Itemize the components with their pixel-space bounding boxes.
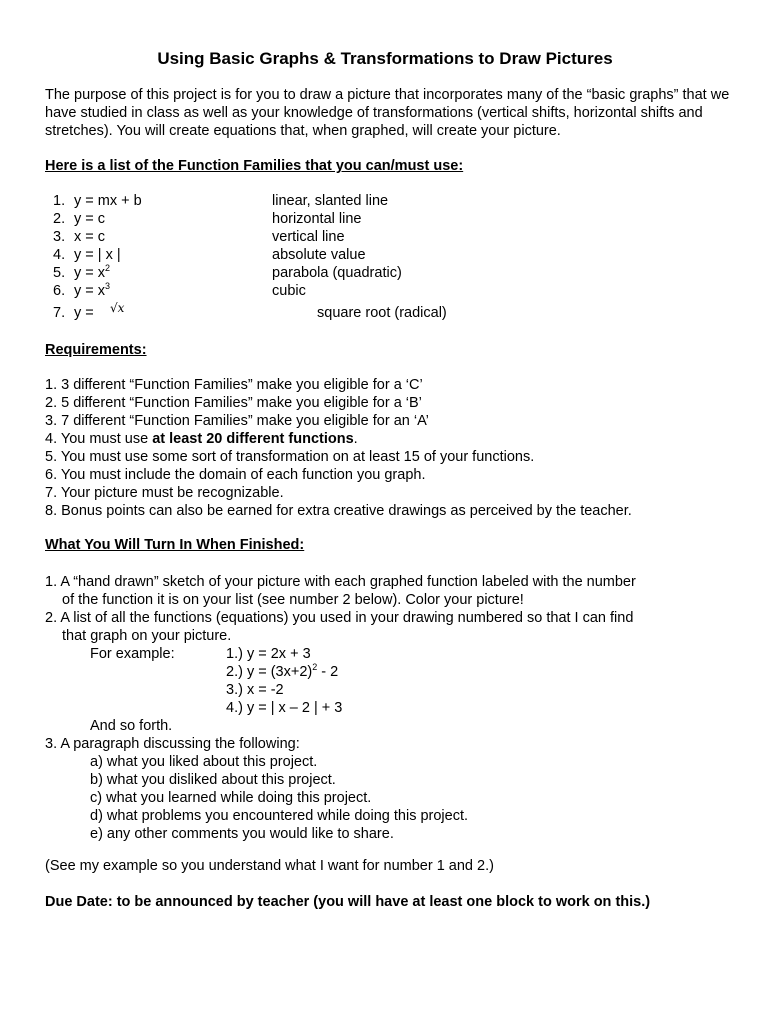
family-description: square root (radical) (317, 305, 447, 321)
turnin-subitem-a: a) what you liked about this project. (90, 754, 318, 770)
family-item-7 (53, 301, 553, 323)
requirement-text: . (353, 431, 358, 447)
family-description: parabola (quadratic) (272, 265, 402, 281)
requirement-item: 7. Your picture must be recognizable. (45, 485, 284, 501)
family-number: 2. (53, 211, 66, 227)
family-item-5 (53, 265, 553, 283)
requirements-list (45, 376, 745, 520)
example-row-2 (45, 663, 745, 681)
turnin-subitem-b: b) what you disliked about this project. (90, 772, 336, 788)
requirement-item (45, 430, 745, 448)
exponent: 2 (312, 662, 318, 673)
turnin-item-3: 3. A paragraph discussing the following: (45, 736, 300, 752)
family-equation (74, 265, 110, 281)
exponent: 3 (105, 281, 111, 292)
example-equation-base: 2.) y = (3x+2) (226, 664, 313, 680)
turnin-subitem-e: e) any other comments you would like to share. (90, 826, 394, 842)
intro-paragraph: The purpose of this project is for you to draw a picture that incorporates many of the “basic graphs” that we have studied in class as well as your knowledge of transformations (vertical shifts, horizontal shifts and stretches). You will create equations that, when graphed, will create your picture. (45, 87, 730, 139)
example-equation: 1.) y = 2x + 3 (226, 646, 311, 662)
example-equation: 4.) y = | x – 2 | + 3 (226, 700, 343, 716)
family-equation-base: y = x (74, 283, 106, 299)
example-equation-tail: - 2 (317, 664, 339, 680)
family-item-3 (53, 229, 553, 247)
square-root-symbol: √x (110, 301, 125, 315)
example-equation: 3.) x = -2 (226, 682, 284, 698)
family-equation: y = c (74, 211, 106, 227)
families-heading: Here is a list of the Function Families that you can/must use: (45, 158, 464, 174)
family-description: horizontal line (272, 211, 362, 227)
family-equation: x = c (74, 229, 106, 245)
requirements-heading: Requirements: (45, 342, 147, 358)
turnin-subitem-c: c) what you learned while doing this project. (90, 790, 372, 806)
and-so-forth: And so forth. (90, 718, 173, 734)
family-equation (74, 283, 110, 299)
example-row-1 (45, 645, 745, 663)
family-description: vertical line (272, 229, 345, 245)
family-number: 4. (53, 247, 66, 263)
requirement-item: 1. 3 different “Function Families” make you eligible for a ‘C’ (45, 377, 423, 393)
example-label: For example: (90, 646, 175, 662)
family-equation-base: y = x (74, 265, 106, 281)
family-description: linear, slanted line (272, 193, 389, 209)
requirement-item: 5. You must use some sort of transformation on at least 15 of your functions. (45, 449, 535, 465)
family-number: 5. (53, 265, 66, 281)
turnin-item-2: 2. A list of all the functions (equations) you used in your drawing numbered so that I can find (45, 610, 634, 626)
family-item-1 (53, 193, 553, 211)
family-description: cubic (272, 283, 306, 299)
family-item-2 (53, 211, 553, 229)
turnin-item-1: 1. A “hand drawn” sketch of your picture with each graphed function labeled with the number (45, 574, 636, 590)
family-number: 3. (53, 229, 66, 245)
see-example-note: (See my example so you understand what I want for number 1 and 2.) (45, 858, 494, 874)
example-row-4 (45, 699, 745, 717)
family-item-4 (53, 247, 553, 265)
requirement-item: 2. 5 different “Function Families” make you eligible for a ‘B’ (45, 395, 422, 411)
turnin-heading: What You Will Turn In When Finished: (45, 537, 305, 553)
family-number: 6. (53, 283, 66, 299)
turnin-list (45, 573, 745, 843)
document-title: Using Basic Graphs & Transformations to Draw Pictures (157, 49, 613, 68)
requirement-emphasis: at least 20 different functions (152, 431, 354, 447)
family-description: absolute value (272, 247, 366, 263)
requirement-item: 3. 7 different “Function Families” make you eligible for an ‘A’ (45, 413, 429, 429)
example-row-3 (45, 681, 745, 699)
family-equation: y = (74, 305, 94, 321)
example-equation (226, 663, 338, 681)
due-date: Due Date: to be announced by teacher (you will have at least one block to work on this.) (45, 894, 651, 910)
family-number: 7. (53, 305, 66, 321)
turnin-item-1-cont: of the function it is on your list (see number 2 below). Color your picture! (62, 592, 524, 608)
family-equation: y = mx + b (74, 193, 142, 209)
requirement-item: 8. Bonus points can also be earned for extra creative drawings as perceived by the teacher. (45, 503, 632, 519)
family-number: 1. (53, 193, 66, 209)
turnin-subitem-d: d) what problems you encountered while doing this project. (90, 808, 469, 824)
requirement-text: 4. You must use (45, 431, 153, 447)
requirement-item: 6. You must include the domain of each function you graph. (45, 467, 426, 483)
turnin-item-2-cont: that graph on your picture. (62, 628, 232, 644)
family-equation: y = | x | (74, 247, 121, 263)
family-item-6 (53, 283, 553, 301)
exponent: 2 (105, 263, 111, 274)
